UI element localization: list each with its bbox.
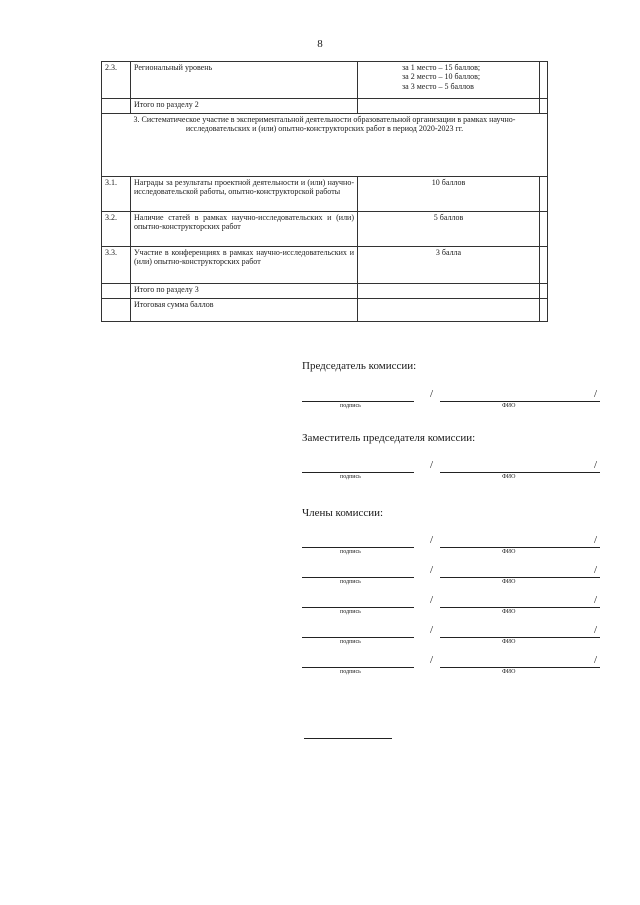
row-number: 3.1. (102, 177, 131, 212)
empty-cell (102, 284, 131, 299)
name-field (440, 391, 600, 402)
score-line: за 1 место – 15 баллов; (402, 63, 481, 72)
section-heading: 3. Систематическое участие в экспериментальной деятельности образовательной организации в рамках научно-исследовательских и (или) опытно-конструкторских работ в период 2020-2023 гг. (102, 114, 548, 177)
empty-cell (102, 299, 131, 322)
table-row (102, 99, 548, 114)
empty-cell (540, 299, 548, 322)
criterion-cell: Наличие статей в рамках научно-исследовательских и (или) опытно-конструкторских работ (131, 212, 358, 247)
signature-caption: подпись (340, 549, 361, 555)
chair-title: Председатель комиссии: (302, 360, 417, 372)
signature-line: / / подпись ФИО (302, 462, 602, 488)
signature-caption: подпись (340, 609, 361, 615)
signature-caption: подпись (340, 474, 361, 480)
empty-cell (540, 177, 548, 212)
signature-caption: подпись (340, 669, 361, 675)
signature-caption: подпись (340, 639, 361, 645)
table-row (102, 114, 548, 177)
grand-total-label: Итоговая сумма баллов (131, 299, 358, 322)
score-cell: 10 баллов (358, 177, 540, 212)
empty-cell (540, 99, 548, 114)
signature-line: / / подпись ФИО (302, 627, 602, 653)
total-label: Итого по разделу 3 (131, 284, 358, 299)
table-row (102, 62, 548, 99)
total-label: Итого по разделу 2 (131, 99, 358, 114)
page-number: 8 (317, 38, 323, 50)
table-row (102, 212, 548, 247)
signature-field (302, 391, 414, 402)
score-cell: 5 баллов (358, 212, 540, 247)
signature-field (302, 462, 414, 473)
footer-rule (304, 738, 392, 739)
empty-cell (358, 299, 540, 322)
name-caption: ФИО (502, 609, 516, 615)
name-caption: ФИО (502, 639, 516, 645)
signature-line: / / подпись ФИО (302, 537, 602, 563)
table-row (102, 247, 548, 284)
name-field (440, 462, 600, 473)
criteria-table (101, 61, 548, 322)
empty-cell (358, 99, 540, 114)
name-caption: ФИО (502, 403, 516, 409)
name-caption: ФИО (502, 579, 516, 585)
signature-line: / / подпись ФИО (302, 391, 602, 417)
deputy-title: Заместитель председателя комиссии: (302, 432, 476, 444)
empty-cell (540, 212, 548, 247)
criterion-cell: Участие в конференциях в рамках научно-исследовательских и (или) опытно-конструкторских работ (131, 247, 358, 284)
table-row (102, 284, 548, 299)
table-row (102, 299, 548, 322)
signature-caption: подпись (340, 403, 361, 409)
criterion-cell: Награды за результаты проектной деятельности и (или) научно-исследовательской работы, опытно-конструкторской работы (131, 177, 358, 212)
score-cell (358, 62, 540, 99)
name-caption: ФИО (502, 474, 516, 480)
score-line: за 3 место – 5 баллов (402, 81, 474, 91)
members-title: Члены комиссии: (302, 507, 384, 519)
empty-cell (540, 62, 548, 99)
row-number: 3.3. (102, 247, 131, 284)
score-cell: 3 балла (358, 247, 540, 284)
row-number: 2.3. (102, 62, 131, 99)
empty-cell (540, 247, 548, 284)
empty-cell (358, 284, 540, 299)
name-caption: ФИО (502, 669, 516, 675)
signature-line: / / подпись ФИО (302, 567, 602, 593)
signature-line: / / подпись ФИО (302, 597, 602, 623)
empty-cell (102, 99, 131, 114)
empty-cell (540, 284, 548, 299)
criterion-cell: Региональный уровень (131, 62, 358, 99)
score-line: за 2 место – 10 баллов; (402, 72, 481, 82)
signature-caption: подпись (340, 579, 361, 585)
row-number: 3.2. (102, 212, 131, 247)
table-row (102, 177, 548, 212)
signature-line: / / подпись ФИО (302, 657, 602, 683)
name-caption: ФИО (502, 549, 516, 555)
